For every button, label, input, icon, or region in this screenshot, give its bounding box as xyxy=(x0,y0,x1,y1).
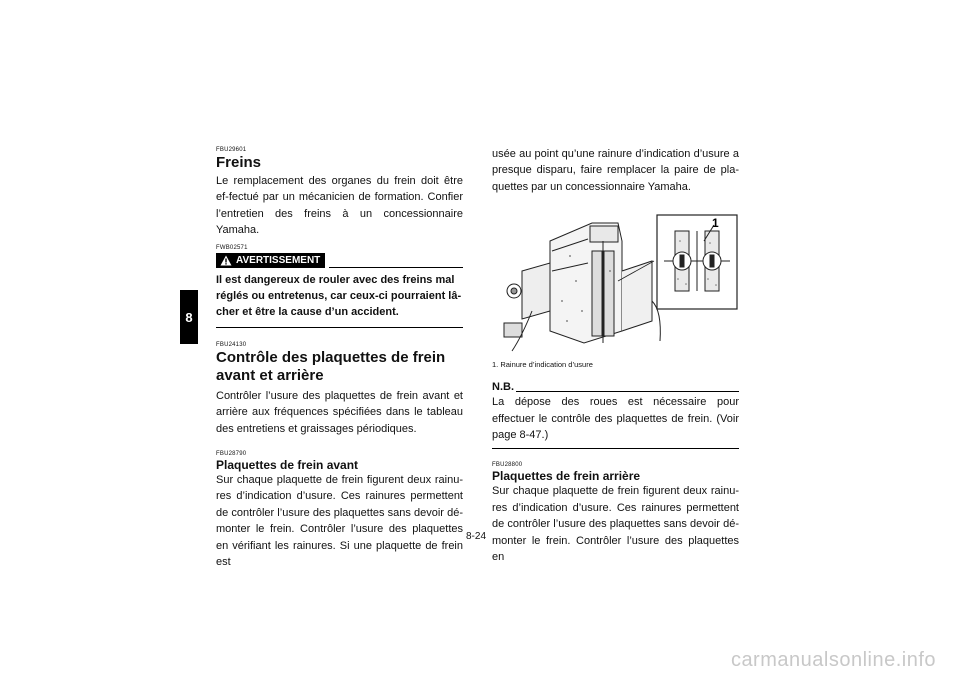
warning-end-rule xyxy=(216,327,463,328)
nb-label: N.B. xyxy=(492,381,514,394)
section-code: FBU29601 xyxy=(216,147,247,153)
warning-label: AVERTISSEMENT xyxy=(236,254,321,266)
chapter-tab: 8 xyxy=(180,290,198,344)
left-column xyxy=(216,146,463,571)
nb-text: La dépose des roues est nécessaire pour effectuer le contrôle des plaquettes de frein. (Voir page 8-47.) xyxy=(492,396,739,442)
paragraph-controle: Contrôler l’usure des plaquettes de frein avant et arrière aux fréquences spécifiées dans le tableau des entretiens et graissages périodiques. xyxy=(216,389,463,435)
paragraph-freins: Le remplacement des organes du frein doit être ef-fectué par un mécanicien de formation. Confier l’entretien des freins à un concessionnaire Yamaha. xyxy=(216,175,463,237)
figure-callout-1: 1 xyxy=(712,216,719,231)
nb-rule xyxy=(516,391,739,392)
section-title-controle: Contrôle des plaquettes de frein avant et arrière xyxy=(216,348,446,384)
paragraph-avant-continued: usée au point qu’une rainure d’indication d’usure a presque disparu, faire remplacer la paire de pla-quettes par un concessionnaire Yamaha. xyxy=(492,148,739,193)
warning-badge xyxy=(216,253,325,268)
brake-caliper-illustration xyxy=(492,211,739,356)
section-title-freins: Freins xyxy=(216,154,262,171)
right-column xyxy=(492,146,739,565)
warning-triangle-icon xyxy=(220,255,232,266)
subsection-title-avant: Plaquettes de frein avant xyxy=(216,458,359,473)
section-code: FBU28800 xyxy=(492,462,523,469)
warning-text: Il est dangereux de rouler avec des freins mal réglés ou entretenus, car ceux-ci pourraient lâ-cher et être la cause d’un accident. xyxy=(216,273,462,319)
watermark: carmanualsonline.info xyxy=(730,649,936,671)
section-code: FBU24130 xyxy=(216,341,247,348)
subsection-title-arriere: Plaquettes de frein arrière xyxy=(492,469,641,484)
figure-caption: 1. Rainure d’indication d’usure xyxy=(492,360,593,370)
warning-rule xyxy=(329,267,463,268)
warning-header xyxy=(216,253,463,268)
page-number: 8-24 xyxy=(466,531,487,542)
paragraph-arriere: Sur chaque plaquette de frein figurent deux rainu-res d’indication d’usure. Ces rainures permettent de contrôler l’usure des plaquettes sans devoir dé-monter le frein. Contrôler l’usure des plaquettes en xyxy=(492,485,739,564)
section-code: FBU28790 xyxy=(216,451,247,458)
paragraph-avant: Sur chaque plaquette de frein figurent deux rainu-res d’indication d’usure. Ces rainures permettent de contrôler l’usure des plaquettes sans devoir dé-monter le frein. Contrôler l’usure des plaquettes en vérifiant les rainures. Si une plaquette de frein est xyxy=(216,474,463,569)
nb-header xyxy=(492,381,739,394)
warning-code: FWB02571 xyxy=(216,244,248,251)
nb-end-rule xyxy=(492,448,739,449)
brake-caliper-figure xyxy=(492,211,739,356)
